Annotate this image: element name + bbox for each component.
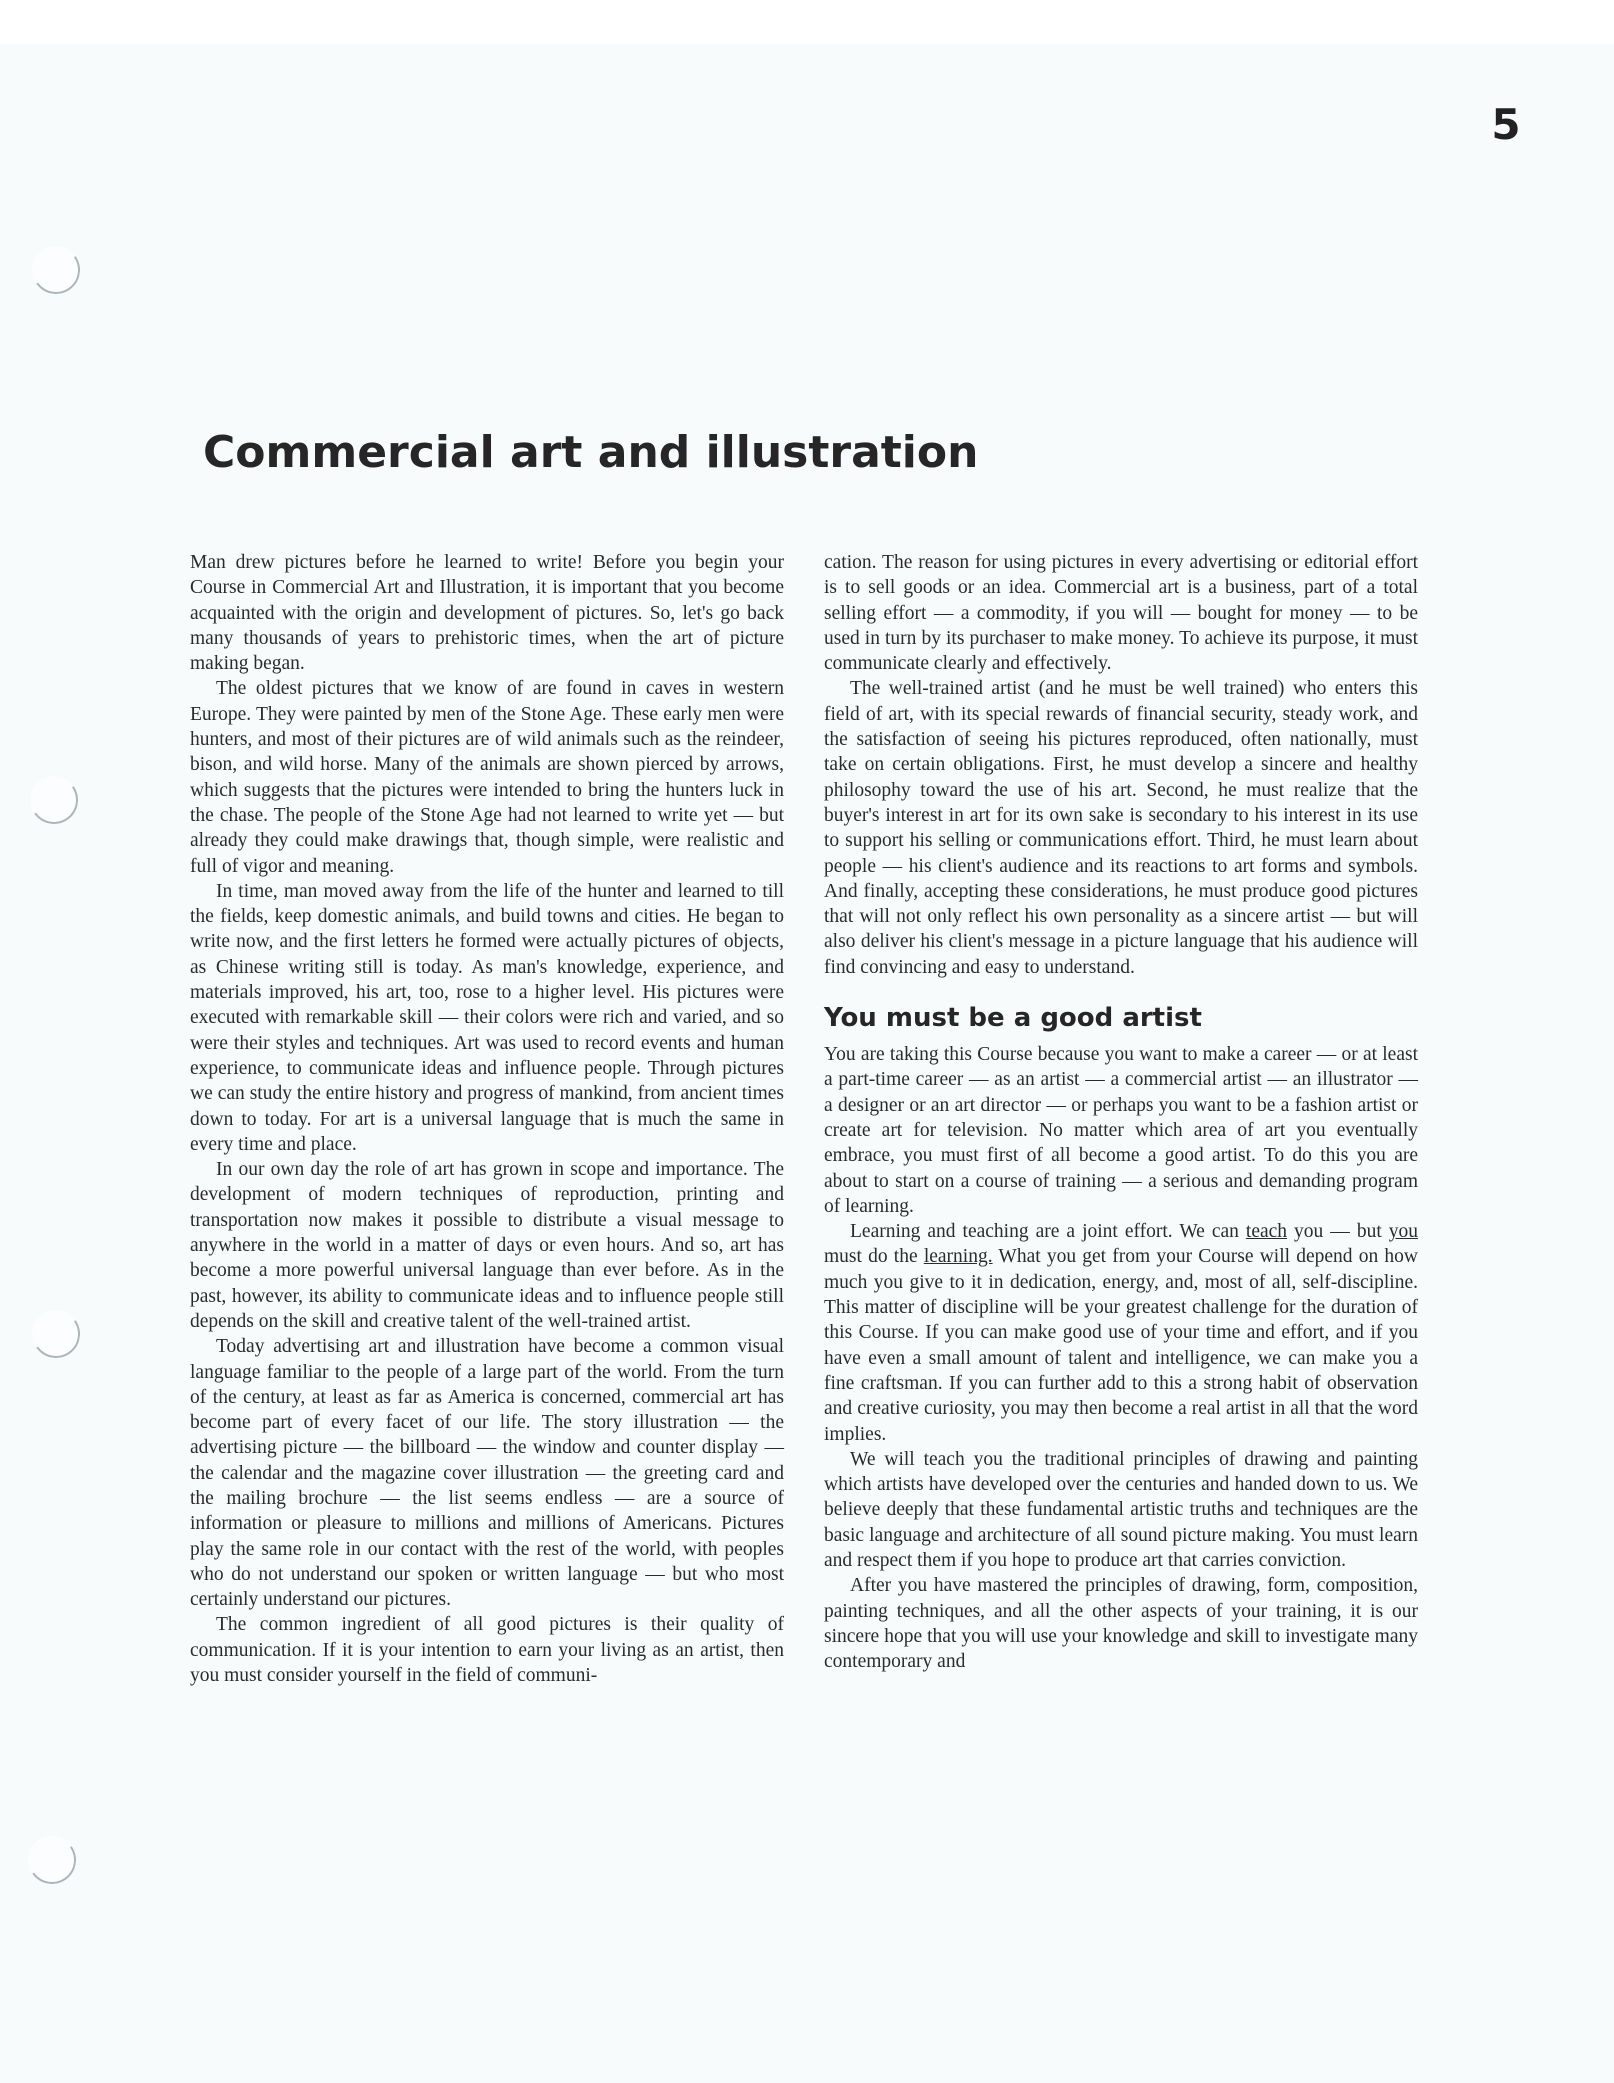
paragraph: Today advertising art and illustration have become a common visual language familiar to the people of a large part of the world. From the turn of the century, at least as far as America is concerned, commercial art has become part of every facet of our life. The story illustration — the advertising picture — the billboard — the window and counter display — the calendar and the magazine cover illustration — the greeting card and the mailing brochure — the list seems endless — are a source of information or pleasure to millions and millions of Americans. Pictures play the same role in our contact with the rest of the world, with peoples who do not understand our spoken or written language — but who most certainly understand our pictures.: [190, 1336, 784, 1611]
paragraph: [824, 1219, 1418, 1447]
right-column: [824, 550, 1418, 1674]
paragraph: In our own day the role of art has grown in scope and importance. The development of modern techniques of reproduction, printing and transportation now makes it possible to distribute a visual message to anywhere in the world in a matter of days or even hours. And so, art has become a more powerful universal language than ever before. As in the past, however, its ability to communicate ideas and to influence people still depends on the skill and creative talent of the well-trained artist.: [190, 1159, 784, 1332]
binder-hole-3: [28, 1306, 84, 1362]
page-number: 5: [1491, 100, 1521, 149]
paragraph: The well-trained artist (and he must be well trained) who enters this field of art, with its special rewards of financial security, steady work, and the satisfaction of seeing his pictures reproduced, often nationally, must take on certain obligations. First, he must develop a sincere and healthy philosophy toward the use of his art. Second, he must realize that the buyer's interest in art for its own sake is secondary to his interest in its use to support his selling or communications effort. Third, he must learn about people — his client's audience and its reactions to art forms and symbols. And finally, accepting these considerations, he must produce good pictures that will not only reflect his own personality as a sincere artist — but will also deliver his client's message in a picture language that his audience will find convincing and easy to understand.: [824, 678, 1418, 978]
scan-top-edge: [0, 0, 1614, 44]
text-run: What you get from your Course will depend on how much you give to it in dedication, energy, and, most of all, self-discipline. This matter of discipline will be your greatest challenge for the duration of this Course. If you can make good use of your time and effort, and if you have even a small amount of talent and intelligence, we can make you a fine craftsman. If you can further add to this a strong habit of observation and creative curiosity, you may then become a real artist in all that the word implies.: [824, 1246, 1418, 1445]
paragraph: The common ingredient of all good pictures is their quality of communication. If it is your intention to earn your living as an artist, then you must consider yourself in the field of communi-: [190, 1614, 784, 1687]
underlined-word: learning.: [923, 1246, 993, 1268]
binder-hole-2: [26, 772, 82, 828]
paragraph: In time, man moved away from the life of the hunter and learned to till the fields, keep domestic animals, and build towns and cities. He began to write now, and the first letters he formed were actually pictures of objects, as Chinese writing still is today. As man's knowledge, experience, and materials improved, his art, too, rose to a higher level. His pictures were executed with remarkable skill — their colors were rich and varied, and so were their styles and techniques. Art was used to record events and human experience, to communicate ideas and influence people. Through pictures we can study the entire history and progress of mankind, from ancient times down to today. For art is a universal language that is much the same in every time and place.: [190, 880, 784, 1155]
paragraph: We will teach you the traditional principles of drawing and painting which artists have developed over the centuries and handed down to us. We believe deeply that these fundamental artistic truths and techniques are the basic language and architecture of all sound picture making. You must learn and respect them if you hope to produce art that carries conviction.: [824, 1448, 1418, 1571]
left-column: [190, 550, 784, 1688]
binder-hole-4: [24, 1832, 80, 1888]
text-run: must do the: [824, 1246, 924, 1268]
underlined-word: teach: [1245, 1221, 1288, 1243]
paragraph: You are taking this Course because you want to make a career — or at least a part-time career — as an artist — a commercial artist — an illustrator — a designer or an art director — or perhaps you want to be a fashion artist or create art for television. No matter which area of art you eventually embrace, you must first of all become a good artist. To do this you are about to start on a course of training — a serious and demanding program of learning.: [824, 1044, 1418, 1217]
section-heading: You must be a good artist: [824, 1003, 1202, 1034]
paragraph: After you have mastered the principles of drawing, form, composition, painting techniques, and all the other aspects of your training, it is our sincere hope that you will use your knowledge and skill to investigate many contemporary and: [824, 1575, 1418, 1673]
underlined-word: you: [1388, 1221, 1418, 1243]
page-title: Commercial art and illustration: [203, 427, 979, 478]
text-run: you — but: [1287, 1221, 1389, 1243]
binder-hole-1: [28, 242, 84, 298]
text-run: Learning and teaching are a joint effort. We can: [850, 1221, 1246, 1243]
paragraph: cation. The reason for using pictures in every advertising or editorial effort is to sell goods or an idea. Commercial art is a business, part of a total selling effort — a commodity, if you will — bought for money — to be used in turn by its purchaser to make money. To achieve its purpose, it must communicate clearly and effectively.: [824, 552, 1418, 675]
paragraph: The oldest pictures that we know of are found in caves in western Europe. They were painted by men of the Stone Age. These early men were hunters, and most of their pictures are of wild animals such as the reindeer, bison, and wild horse. Many of the animals are shown pierced by arrows, which suggests that the pictures were intended to bring the hunters luck in the chase. The people of the Stone Age had not learned to write yet — but already they could make drawings that, though simple, were realistic and full of vigor and meaning.: [190, 678, 784, 877]
paragraph: Man drew pictures before he learned to write! Before you begin your Course in Commercial Art and Illustration, it is important that you become acquainted with the origin and development of pictures. So, let's go back many thousands of years to prehistoric times, when the art of picture making began.: [190, 552, 784, 675]
